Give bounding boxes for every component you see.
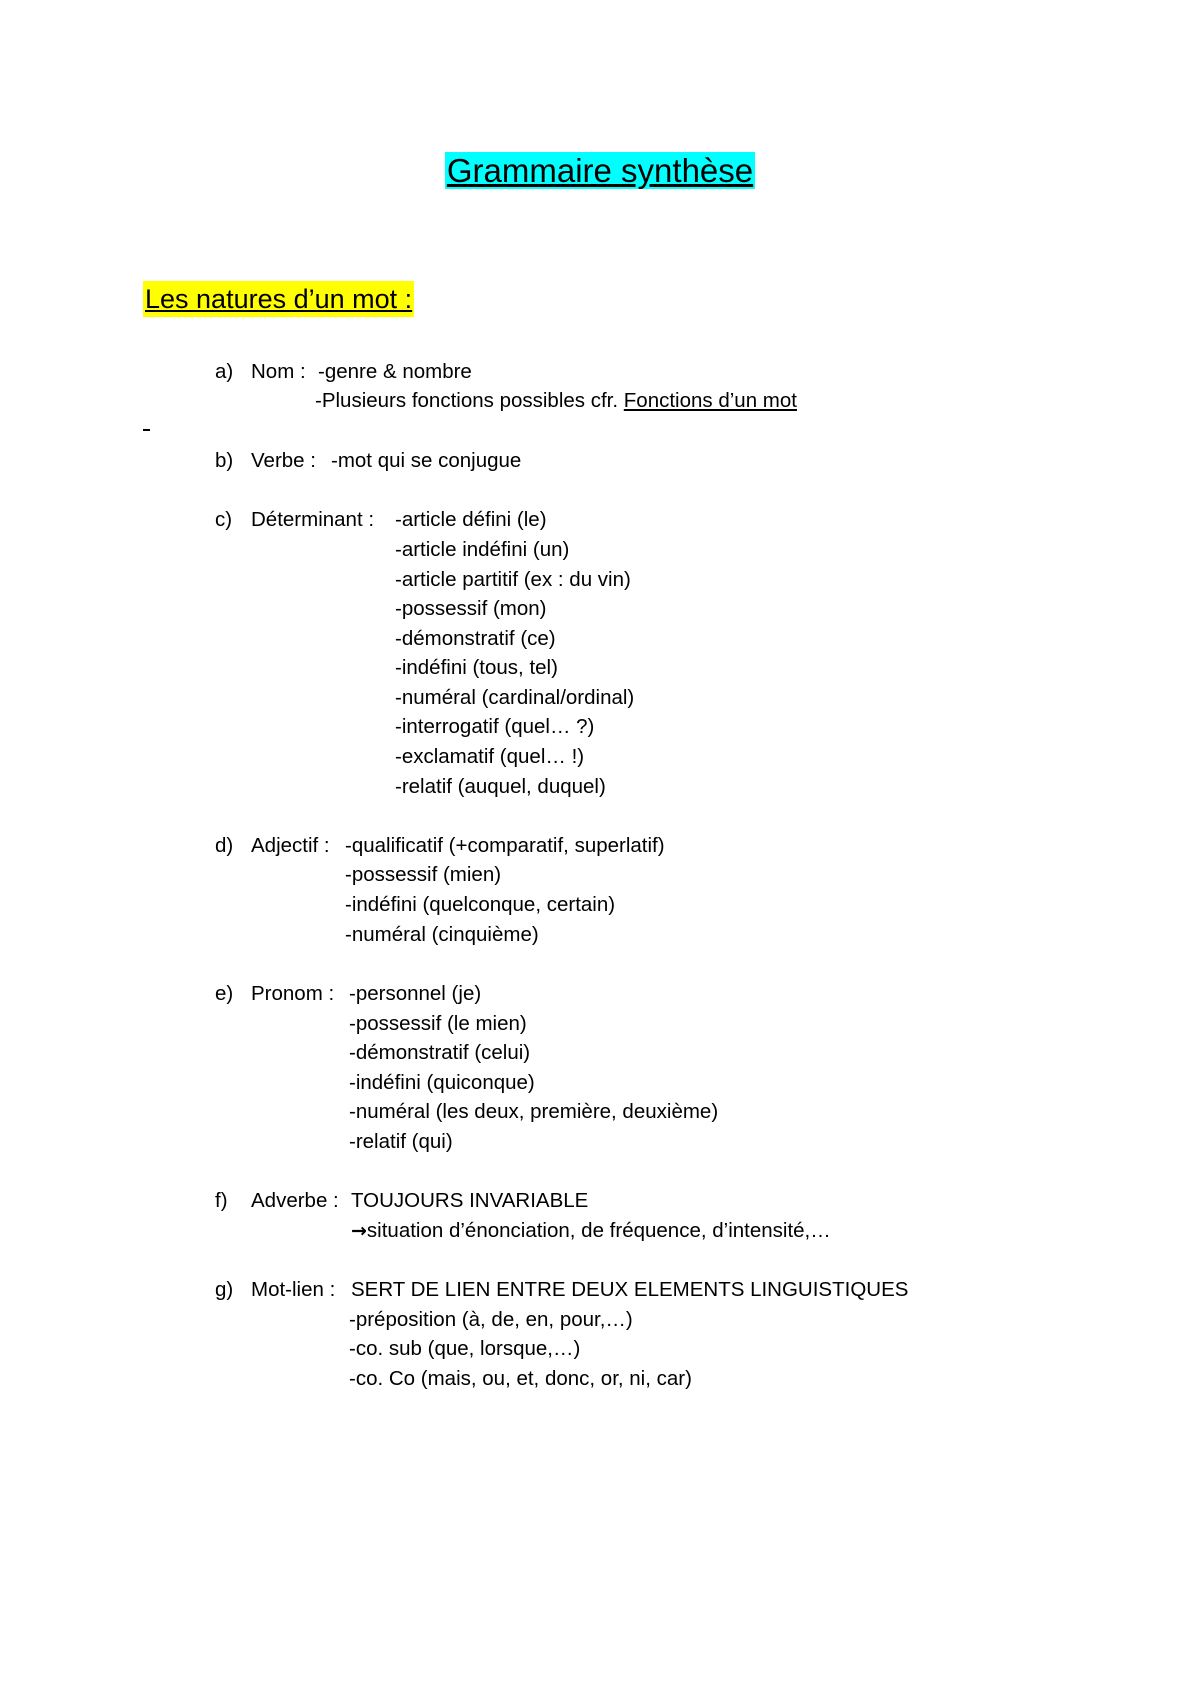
item-c-label: Déterminant : [251, 508, 375, 531]
item-d-line-3: -indéfini (quelconque, certain) [345, 893, 616, 916]
item-f-line-1: TOUJOURS INVARIABLE [351, 1189, 589, 1212]
item-e-line-1: -personnel (je) [349, 982, 482, 1005]
item-g-line-4: -co. Co (mais, ou, et, donc, or, ni, car) [349, 1367, 692, 1390]
stray-dash [143, 429, 150, 431]
page-title [0, 150, 1200, 192]
item-d-label: Adjectif : [251, 834, 330, 857]
item-g-line-3: -co. sub (que, lorsque,…) [349, 1337, 581, 1360]
item-c-line-5: -démonstratif (ce) [395, 627, 556, 650]
item-b-letter: b) [215, 449, 234, 472]
item-f-line-2 [351, 1218, 831, 1244]
item-c-line-4: -possessif (mon) [395, 597, 547, 620]
item-b-line-1: -mot qui se conjugue [331, 449, 522, 472]
item-e-line-5: -numéral (les deux, première, deuxième) [349, 1100, 719, 1123]
item-e-label: Pronom : [251, 982, 335, 1005]
item-c-line-8: -interrogatif (quel… ?) [395, 715, 595, 738]
fonctions-link[interactable]: Fonctions d’un mot [623, 389, 797, 412]
item-c-line-1: -article défini (le) [395, 508, 547, 531]
item-c-line-10: -relatif (auquel, duquel) [395, 775, 606, 798]
item-g-line-2: -préposition (à, de, en, pour,…) [349, 1308, 633, 1331]
item-c-line-2: -article indéfini (un) [395, 538, 570, 561]
section-heading: Les natures d’un mot : [143, 281, 414, 317]
item-c-line-9: -exclamatif (quel… !) [395, 745, 585, 768]
item-e-letter: e) [215, 982, 234, 1005]
item-d-line-1: -qualificatif (+comparatif, superlatif) [345, 834, 665, 857]
item-c-line-6: -indéfini (tous, tel) [395, 656, 558, 679]
item-e-line-4: -indéfini (quiconque) [349, 1071, 535, 1094]
item-c-line-7: -numéral (cardinal/ordinal) [395, 686, 635, 709]
item-d-line-2: -possessif (mien) [345, 863, 502, 886]
item-a-letter: a) [215, 360, 234, 383]
item-e-line-3: -démonstratif (celui) [349, 1041, 531, 1064]
item-f-label: Adverbe : [251, 1189, 339, 1212]
item-a-line-2 [315, 388, 797, 414]
item-g-label: Mot-lien : [251, 1278, 336, 1301]
item-f-line-2-text: situation d’énonciation, de fréquence, d’intensité,… [366, 1219, 831, 1242]
item-d-line-4: -numéral (cinquième) [345, 923, 539, 946]
item-e-line-2: -possessif (le mien) [349, 1012, 527, 1035]
item-a-label: Nom : [251, 360, 306, 383]
item-d-letter: d) [215, 834, 234, 857]
item-c-line-3: -article partitif (ex : du vin) [395, 568, 631, 591]
arrow-right-icon: → [351, 1220, 367, 1242]
item-g-line-1: SERT DE LIEN ENTRE DEUX ELEMENTS LINGUISTIQUES [351, 1278, 909, 1301]
item-b-label: Verbe : [251, 449, 316, 472]
item-a-line-2-text: -Plusieurs fonctions possibles cfr. [315, 389, 624, 412]
item-e-line-6: -relatif (qui) [349, 1130, 453, 1153]
page-title-text: Grammaire synthèse [446, 152, 754, 189]
item-f-letter: f) [215, 1189, 228, 1212]
item-a-line-1: -genre & nombre [318, 360, 472, 383]
item-c-letter: c) [215, 508, 233, 531]
item-g-letter: g) [215, 1278, 234, 1301]
